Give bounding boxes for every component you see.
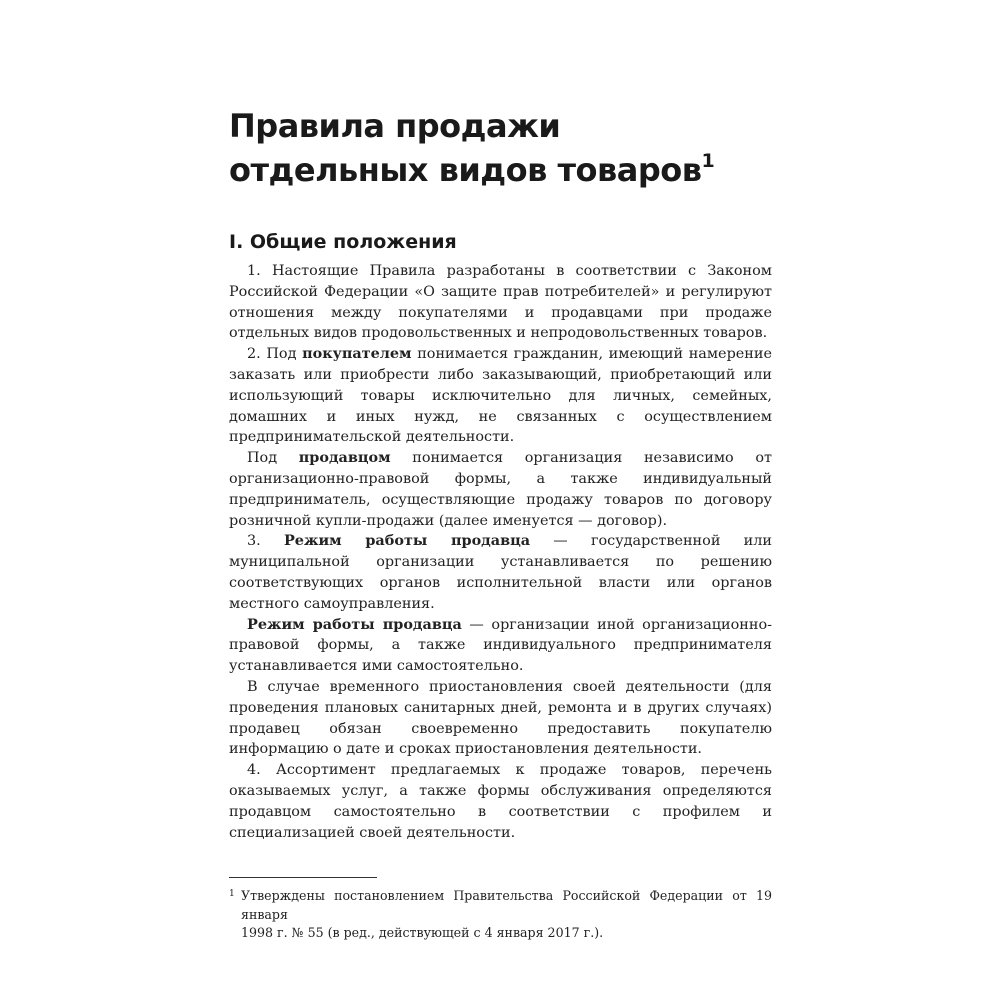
paragraph-text: 2. Под	[247, 346, 303, 363]
footnote-divider	[229, 877, 377, 878]
footnote-text	[241, 887, 772, 943]
footnote-mark: 1	[229, 889, 235, 899]
section-heading: I. Общие положения	[229, 231, 457, 253]
paragraph-text: — государственной или муниципальной организации устанавливается по решению соответствующих органов исполнительной власти или органов местного самоуправления.	[229, 533, 772, 612]
paragraph	[229, 531, 772, 614]
paragraph	[229, 760, 772, 843]
paragraph	[229, 344, 772, 448]
title-footnote-mark[interactable]: 1	[701, 150, 715, 172]
paragraph-text: понимается гражданин, имеющий намерение заказать или приобрести либо заказывающий, приобретающий или использующий товары исключительно для личных, семейных, домашних и иных нужд, не связанных с осуществлением предпринимательской деятельности.	[229, 346, 773, 446]
paragraph-text: 4. Ассортимент предлагаемых к продаже товаров, перечень оказываемых услуг, а также формы обслуживания определяются продавцом самостоятельно в соответствии с профилем и специализацией своей деятельности.	[229, 762, 772, 841]
paragraph-text: В случае временного приостановления своей деятельности (для проведения плановых санитарных дней, ремонта и в других случаях) продавец обязан своевременно предоставить покупателю информацию о дате и сроках приостановления деятельности.	[229, 678, 772, 758]
footnote-line-2: 1998 г. № 55 (в ред., действующей с 4 января 2017 г.).	[241, 925, 604, 940]
bold-term: продавцом	[298, 449, 391, 467]
paragraph	[229, 448, 772, 531]
page-title	[229, 104, 789, 192]
bold-term: покупателем	[302, 345, 412, 363]
bold-term: Режим работы продавца	[283, 532, 531, 550]
paragraph-text: 3.	[247, 533, 284, 550]
bold-term: Режим работы продавца	[247, 615, 462, 633]
title-line-2: отдельных видов товаров	[229, 151, 702, 189]
paragraph-text: 1. Настоящие Правила разработаны в соответствии с Законом Российской Федерации «О защите прав потребителей» и регулируют отношения между покупателями и продавцами при продаже отдельных видов продовольственных и непродовольственных товаров.	[229, 263, 772, 342]
paragraph-text: — организации иной организационно-правовой формы, а также индивидуального предпринимателя устанавливается ими самостоятельно.	[229, 616, 772, 675]
footnote	[229, 887, 772, 943]
paragraph	[229, 615, 772, 677]
footnote-line-1: Утверждены постановлением Правительства Российской Федерации от 19 января	[241, 888, 772, 922]
body-text	[229, 261, 772, 843]
title-line-1: Правила продажи	[229, 107, 561, 145]
paragraph-text: Под	[247, 450, 299, 467]
paragraph	[229, 261, 772, 344]
paragraph-text: понимается организация независимо от организационно-правовой формы, а также индивидуальный предприниматель, осуществляющие продажу товаров по договору розничной купли-продажи (далее именуется — договор).	[229, 450, 772, 529]
paragraph	[229, 677, 772, 760]
